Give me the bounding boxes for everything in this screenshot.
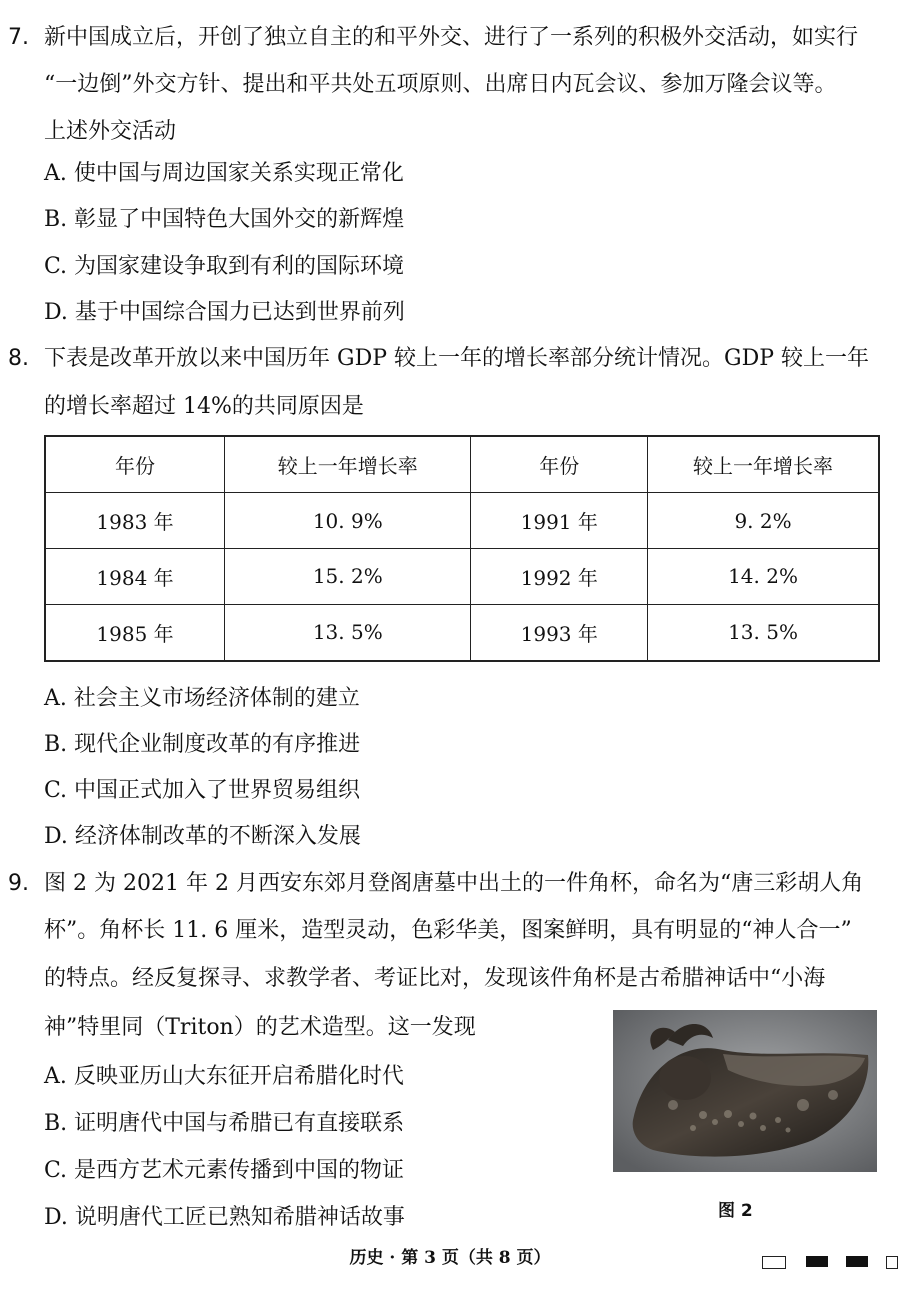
question-9-option-d: D. 说明唐代工匠已熟知希腊神话故事: [44, 1205, 405, 1230]
table-cell: 1983 年: [45, 493, 225, 549]
table-cell: 14. 2%: [648, 548, 879, 604]
registration-mark: [886, 1256, 898, 1269]
question-9-option-c: C. 是西方艺术元素传播到中国的物证: [44, 1158, 405, 1183]
question-7-line-1: 新中国成立后，开创了独立自主的和平外交、进行了一系列的积极外交活动，如实行: [44, 25, 859, 50]
horn-cup-photo: [613, 1010, 877, 1172]
table-row: [45, 604, 879, 661]
table-cell: 13. 5%: [225, 604, 471, 661]
table-row: [45, 548, 879, 604]
table-cell: 1993 年: [471, 604, 648, 661]
question-9-line-4: 神”特里同（Triton）的艺术造型。这一发现: [44, 1015, 476, 1040]
question-8-option-a: A. 社会主义市场经济体制的建立: [44, 686, 360, 711]
table-cell: 9. 2%: [648, 493, 879, 549]
question-7-option-b: B. 彰显了中国特色大国外交的新辉煌: [44, 207, 405, 232]
question-7-option-a: A. 使中国与周边国家关系实现正常化: [44, 161, 404, 186]
table-cell: 13. 5%: [648, 604, 879, 661]
question-9-option-b: B. 证明唐代中国与希腊已有直接联系: [44, 1111, 405, 1136]
table-header-row: [45, 436, 879, 493]
question-8-number: 8.: [8, 346, 29, 371]
question-9-line-1: 图 2 为 2021 年 2 月西安东郊月登阁唐墓中出土的一件角杯，命名为“唐三彩胡人角: [44, 871, 864, 896]
registration-mark: [806, 1256, 828, 1267]
question-8-line-1: 下表是改革开放以来中国历年 GDP 较上一年的增长率部分统计情况。GDP 较上一年: [44, 346, 870, 371]
question-9-option-a: A. 反映亚历山大东征开启希腊化时代: [44, 1064, 404, 1089]
question-8-option-b: B. 现代企业制度改革的有序推进: [44, 732, 361, 757]
question-9-number: 9.: [8, 871, 29, 896]
question-7-line-3: 上述外交活动: [44, 119, 177, 144]
table-cell: 15. 2%: [225, 548, 471, 604]
table-cell: 10. 9%: [225, 493, 471, 549]
question-7-number: 7.: [8, 25, 29, 50]
question-8-option-d: D. 经济体制改革的不断深入发展: [44, 824, 361, 849]
table-cell: 1991 年: [471, 493, 648, 549]
question-7-option-d: D. 基于中国综合国力已达到世界前列: [44, 300, 405, 325]
table-row: [45, 493, 879, 549]
page-footer: 历史 · 第 3 页（共 8 页）: [349, 1248, 551, 1268]
table-cell: 1992 年: [471, 548, 648, 604]
table-header-growth-1: 较上一年增长率: [225, 436, 471, 493]
table-header-growth-2: 较上一年增长率: [648, 436, 879, 493]
question-7-line-2: “一边倒”外交方针、提出和平共处五项原则、出席日内瓦会议、参加万隆会议等。: [44, 72, 837, 97]
question-8-option-c: C. 中国正式加入了世界贸易组织: [44, 778, 361, 803]
registration-mark: [846, 1256, 868, 1267]
figure-caption: 图 2: [718, 1201, 753, 1221]
question-7-option-c: C. 为国家建设争取到有利的国际环境: [44, 254, 405, 279]
question-9-line-2: 杯”。角杯长 11. 6 厘米，造型灵动，色彩华美，图案鲜明，具有明显的“神人合一”: [44, 918, 852, 943]
table-cell: 1985 年: [45, 604, 225, 661]
table-header-year-2: 年份: [471, 436, 648, 493]
table-cell: 1984 年: [45, 548, 225, 604]
horn-cup-illustration: [613, 1010, 877, 1172]
question-8-line-2: 的增长率超过 14%的共同原因是: [44, 394, 364, 419]
registration-mark: [762, 1256, 786, 1269]
question-9-line-3: 的特点。经反复探寻、求教学者、考证比对，发现该件角杯是古希腊神话中“小海: [44, 966, 826, 991]
table-header-year-1: 年份: [45, 436, 225, 493]
gdp-growth-table: [44, 435, 880, 662]
